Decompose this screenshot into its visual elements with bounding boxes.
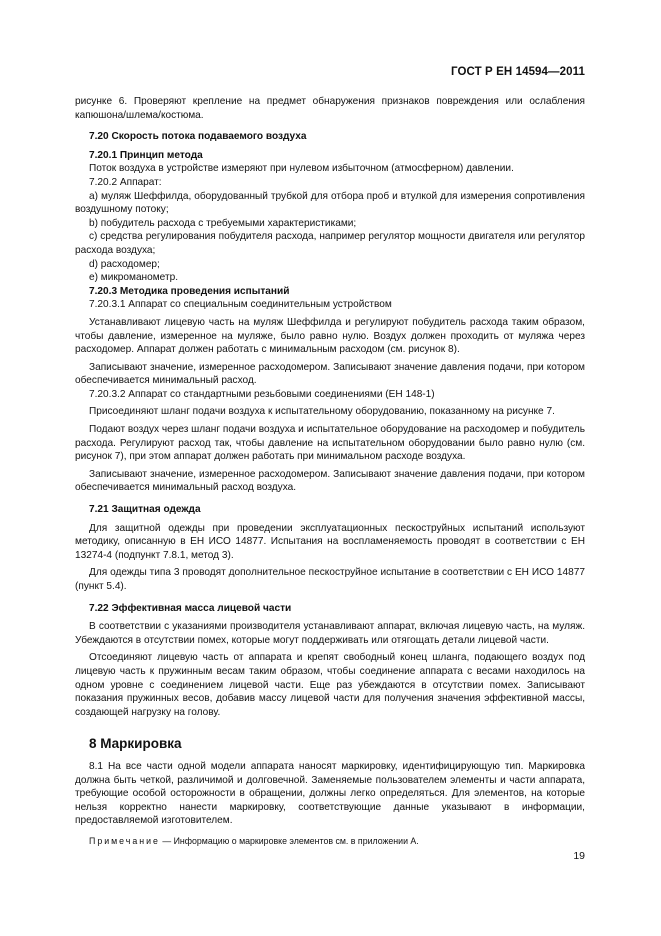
- paragraph-7-20-1: Поток воздуха в устройстве измеряют при нулевом избыточном (атмосферном) давлении.: [89, 163, 514, 175]
- section-7-20-3-2: 7.20.3.2 Аппарат со стандартными резьбовыми соединениями (ЕН 148-1): [89, 388, 435, 400]
- list-item-d: d) расходомер;: [89, 258, 160, 270]
- note-label: Примечание: [89, 835, 160, 846]
- paragraph-7-20-3-2-a: Присоединяют шланг подачи воздуха к испытательному оборудованию, показанному на рисунке 7.: [89, 406, 555, 418]
- paragraph-8-1: 8.1 На все части одной модели аппарата наносят маркировку, идентифицирующую тип. Маркировка должна быть четкой, различимой и долговечной. Заменяемые пользователем элементы и части аппарата, требующие особой осторожности в обращении, должны легко определяться. Для элементов, на которые нельзя корректно нанести маркировку, соответствующие данные указывают в информации, предоставляемой изготовителем.: [75, 760, 585, 827]
- section-7-20-3-title: 7.20.3 Методика проведения испытаний: [89, 285, 290, 297]
- paragraph-7-20-3-2-c: Записывают значение, измеренное расходомером. Записывают значение давления подачи, при котором обеспечивается минимальный расход воздуха.: [75, 468, 585, 494]
- paragraph-7-22-a: В соответствии с указаниями производителя устанавливают аппарат, включая лицевую часть, на муляж. Убеждаются в отсутствии помех, которые могут поддерживать или отягощать детали лицевой части.: [75, 621, 585, 646]
- paragraph-7-21-b: Для одежды типа 3 проводят дополнительное пескоструйное испытание в соответствии с ЕН ИСО 14877 (пункт 5.4).: [75, 567, 585, 592]
- document-code: ГОСТ Р ЕН 14594—2011: [450, 66, 585, 78]
- section-8-title: 8 Маркировка: [89, 736, 182, 752]
- section-7-20-3-1: 7.20.3.1 Аппарат со специальным соединительным устройством: [89, 299, 392, 311]
- note: [75, 835, 585, 849]
- paragraph-7-22-b: Отсоединяют лицевую часть от аппарата и крепят свободный конец шланга, подающего воздух под лицевую часть к пружинным весам таким образом, чтобы соединение аппарата с весами находилось на одном уровне с соединением лицевой части. Еще раз убеждаются в отсутствии помех. Записывают показания пружинных весов, добавив массу лицевой части для получения значения эффективной массы, создающей нагрузку на голову.: [75, 652, 585, 718]
- page-body: [75, 95, 585, 849]
- page-number: 19: [573, 850, 585, 862]
- section-7-20-title: 7.20 Скорость потока подаваемого воздуха: [89, 131, 307, 143]
- list-item-b: b) побудитель расхода с требуемыми характеристиками;: [89, 217, 357, 229]
- paragraph-7-20-3-1-b: Записывают значение, измеренное расходомером. Записывают значение давления подачи, при котором обеспечивается минимальный расход.: [75, 361, 585, 387]
- section-7-20-1-title: 7.20.1 Принцип метода: [89, 149, 203, 161]
- section-7-20-2: 7.20.2 Аппарат:: [89, 176, 162, 188]
- paragraph-7-20-3-2-b: Подают воздух через шланг подачи воздуха и испытательное оборудование на расходомер и побудитель расхода. Регулируют расход так, чтобы давление на испытательном оборудовании было равно нулю (см. рисунок 7), при этом аппарат должен работать при минимальном расходе воздуха.: [75, 424, 585, 463]
- section-7-22-title: 7.22 Эффективная масса лицевой части: [89, 602, 292, 614]
- paragraph-intro: рисунке 6. Проверяют крепление на предмет обнаружения признаков повреждения или ослабления капюшона/шлема/костюма.: [75, 96, 585, 121]
- list-item-e: e) микроманометр.: [89, 272, 179, 284]
- note-text: — Информацию о маркировке элементов см. в приложении А.: [159, 835, 419, 846]
- list-item-c: c) средства регулирования побудителя расхода, например регулятор мощности двигателя или регулятор расхода воздуха;: [75, 231, 585, 256]
- list-item-a: a) муляж Шеффилда, оборудованный трубкой для отбора проб и втулкой для измерения сопротивления воздушному потоку;: [75, 190, 585, 216]
- section-7-21-title: 7.21 Защитная одежда: [89, 504, 201, 516]
- paragraph-7-21-a: Для защитной одежды при проведении эксплуатационных пескоструйных испытаний используют методику, описанную в ЕН ИСО 14877. Испытания на воспламеняемость проводят в соответствии с ЕН 13274-4 (подпункт 7.8.1, метод 3).: [75, 522, 585, 561]
- paragraph-7-20-3-1-a: Устанавливают лицевую часть на муляж Шеффилда и регулируют побудитель расхода таким образом, чтобы давление, измеренное на муляже, было равно нулю. Воздух должен проходить от муляжа через расходомер. Аппарат должен работать с минимальным расходом (см. рисунок 8).: [75, 316, 585, 356]
